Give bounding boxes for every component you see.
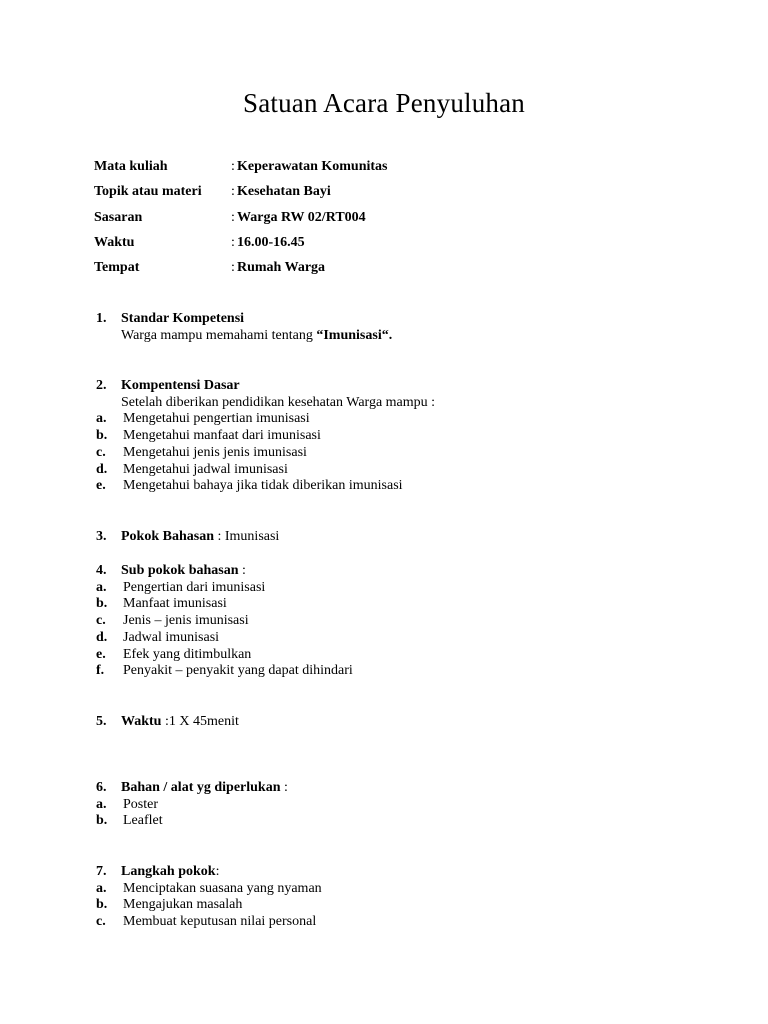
item-text: Mengetahui pengertian imunisasi: [123, 411, 310, 427]
info-value: 16.00-16.45: [237, 234, 305, 250]
item-letter: e.: [96, 646, 106, 662]
item-text: Manfaat imunisasi: [123, 596, 227, 612]
list-item: [96, 411, 435, 428]
section-separator: :: [213, 529, 225, 544]
info-value: Kesehatan Bayi: [237, 184, 331, 200]
list-item: [96, 462, 435, 479]
item-text: Jenis – jenis imunisasi: [123, 613, 249, 629]
list-item: [96, 797, 288, 814]
section-waktu: [96, 714, 239, 731]
sub-list: [96, 580, 353, 680]
item-letter: a.: [96, 579, 107, 595]
section-sub-pokok-bahasan: [96, 563, 353, 680]
item-letter: e.: [96, 478, 106, 494]
list-item: [96, 428, 435, 445]
section-pokok-bahasan: [96, 529, 279, 546]
item-letter: f.: [96, 663, 105, 679]
section-kompetensi-dasar: [96, 378, 435, 495]
item-letter: a.: [96, 796, 107, 812]
section-text: [121, 328, 392, 345]
section-value: Imunisasi: [224, 529, 280, 544]
info-value: Rumah Warga: [237, 260, 326, 276]
section-title: Pokok Bahasan: [121, 529, 214, 544]
info-colon: :: [231, 234, 235, 250]
section-title: Standar Kompetensi: [121, 311, 245, 326]
section-separator: :: [280, 780, 288, 795]
sub-list: [96, 797, 288, 830]
section-heading: [96, 311, 392, 328]
item-letter: d.: [96, 461, 108, 477]
section-heading: [96, 378, 435, 395]
list-item: [96, 596, 353, 613]
info-label: Topik atau materi: [94, 184, 202, 200]
section-heading: [96, 780, 288, 797]
section-number: 1.: [96, 311, 107, 326]
info-label: Waktu: [94, 234, 135, 250]
section-text-bold: “Imunisasi“.: [316, 327, 393, 343]
section-number: 7.: [96, 864, 107, 879]
item-letter: a.: [96, 880, 107, 896]
list-item: [96, 445, 435, 462]
item-text: Leaflet: [123, 813, 163, 829]
list-item: [96, 914, 322, 931]
section-title: Waktu: [121, 714, 162, 729]
info-label: Sasaran: [94, 209, 143, 225]
item-text: Penyakit – penyakit yang dapat dihindari: [123, 663, 353, 679]
item-text: Membuat keputusan nilai personal: [123, 914, 317, 930]
section-heading: [96, 864, 322, 881]
item-letter: b.: [96, 813, 108, 829]
list-item: [96, 647, 353, 664]
info-colon: :: [231, 209, 235, 225]
item-text: Menciptakan suasana yang nyaman: [123, 880, 322, 896]
info-value: Keperawatan Komunitas: [237, 159, 388, 174]
section-number: 3.: [96, 529, 107, 544]
section-number: 4.: [96, 563, 107, 578]
list-item: [96, 478, 435, 495]
section-langkah-pokok: [96, 864, 322, 931]
item-text: Pengertian dari imunisasi: [123, 579, 266, 595]
section-title: Langkah pokok: [121, 864, 216, 879]
info-colon: :: [231, 184, 235, 200]
list-item: [96, 881, 322, 898]
list-item: [96, 613, 353, 630]
section-number: 5.: [96, 714, 107, 729]
section-title: Kompentensi Dasar: [121, 378, 240, 393]
item-letter: b.: [96, 428, 108, 444]
section-heading: [96, 563, 353, 580]
section-bahan-alat: [96, 780, 288, 830]
section-separator: :: [215, 864, 220, 879]
list-item: [96, 663, 353, 680]
sub-list: [96, 881, 322, 931]
section-title: Sub pokok bahasan: [121, 563, 239, 578]
item-text: Mengetahui jadwal imunisasi: [123, 461, 288, 477]
section-intro: Setelah diberikan pendidikan kesehatan Warga mampu :: [121, 394, 436, 410]
item-text: Poster: [123, 796, 158, 812]
list-item: [96, 580, 353, 597]
section-number: 6.: [96, 780, 107, 795]
item-letter: c.: [96, 914, 106, 930]
item-letter: c.: [96, 613, 106, 629]
item-letter: b.: [96, 596, 108, 612]
item-text: Mengetahui jenis jenis imunisasi: [123, 444, 307, 460]
item-letter: b.: [96, 897, 108, 913]
section-value: :1 X 45menit: [161, 714, 239, 729]
item-letter: a.: [96, 411, 107, 427]
section-number: 2.: [96, 378, 107, 393]
item-text: Mengetahui manfaat dari imunisasi: [123, 428, 321, 444]
item-letter: c.: [96, 444, 106, 460]
list-item: [96, 630, 353, 647]
item-text: Efek yang ditimbulkan: [123, 646, 252, 662]
info-colon: :: [231, 260, 235, 276]
item-text: Jadwal imunisasi: [123, 629, 220, 645]
section-text-prefix: Warga mampu memahami tentang: [121, 327, 317, 343]
section-standar-kompetensi: [96, 311, 392, 344]
page-title: Satuan Acara Penyuluhan: [242, 88, 526, 118]
item-letter: d.: [96, 629, 108, 645]
item-text: Mengajukan masalah: [123, 897, 243, 913]
info-value: Warga RW 02/RT004: [237, 209, 366, 225]
list-item: [96, 897, 322, 914]
section-heading: [96, 529, 279, 546]
section-separator: :: [238, 563, 246, 578]
list-item: [96, 813, 288, 830]
section-title: Bahan / alat yg diperlukan: [121, 780, 281, 795]
sub-list: [96, 411, 435, 495]
info-label: Mata kuliah: [94, 159, 168, 174]
item-text: Mengetahui bahaya jika tidak diberikan imunisasi: [123, 478, 403, 494]
info-label: Tempat: [94, 260, 140, 276]
section-heading: [96, 714, 239, 731]
info-colon: :: [231, 159, 235, 174]
